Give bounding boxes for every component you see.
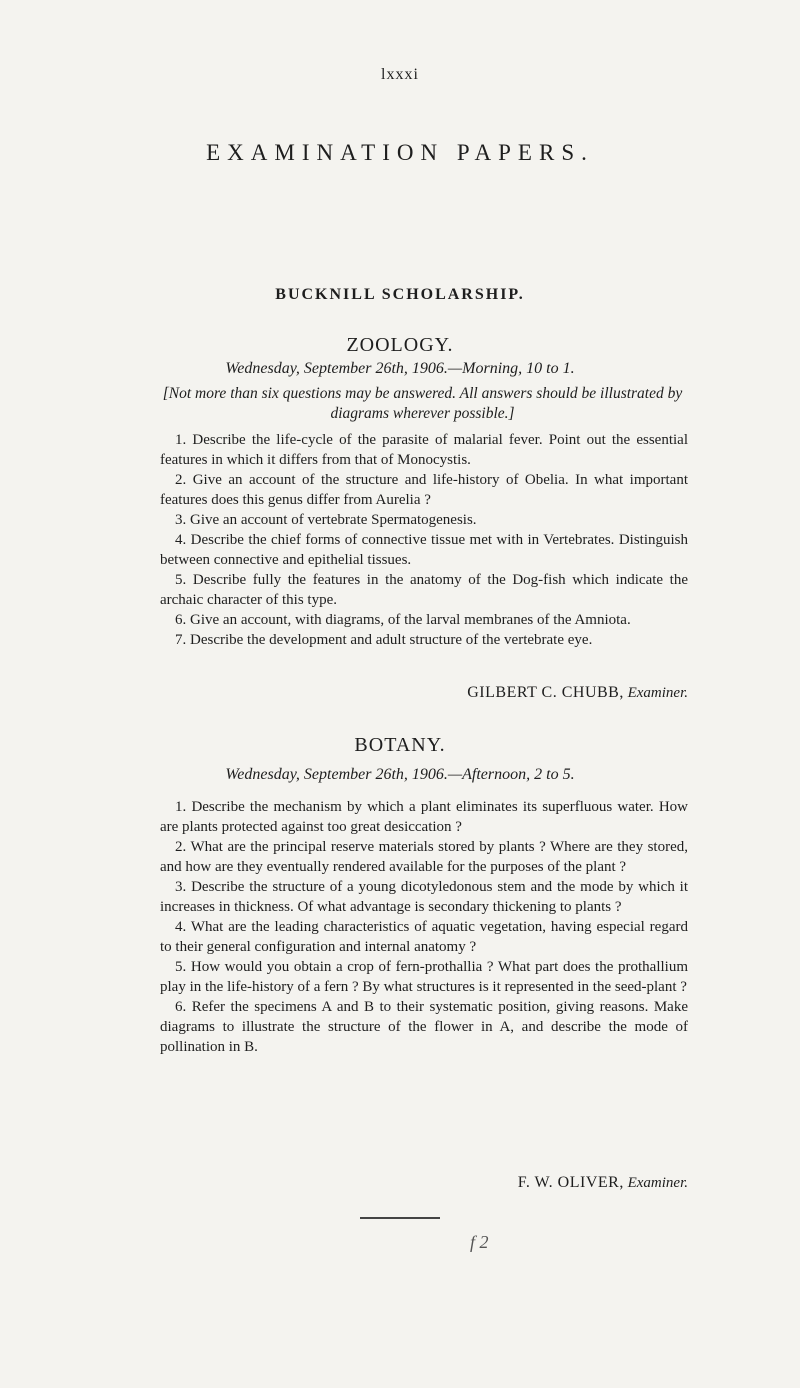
botany-question: 6. Refer the specimens A and B to their systematic position, giving reasons. Make diagrams to illustrate the structure of the flower in A, and describe the mode of pollination in B. [160,999,688,1055]
zoology-question: 2. Give an account of the structure and life-history of Obelia. In what important features does this genus differ from Aurelia ? [160,472,688,508]
botany-examiner-role: Examiner. [627,1175,688,1191]
zoology-examiner-role: Examiner. [627,685,688,701]
zoology-question: 1. Describe the life-cycle of the parasite of malarial fever. Point out the essential features in which it differs from that of Monocystis. [160,432,688,468]
zoology-date: Wednesday, September 26th, 1906.—Morning, 10 to 1. [225,360,575,377]
zoology-examiner [160,684,688,702]
zoology-question: 6. Give an account, with diagrams, of the larval membranes of the Amniota. [175,612,631,628]
botany-question: 1. Describe the mechanism by which a plant eliminates its superfluous water. How are plants protected against too great desiccation ? [160,799,688,835]
page-number: lxxxi [381,66,419,83]
zoology-question-list [160,430,688,650]
botany-examiner-name: F. W. OLIVER, [517,1174,624,1191]
botany-date: Wednesday, September 26th, 1906.—Afternoon, 2 to 5. [225,766,575,783]
page-title: EXAMINATION PAPERS. [206,140,594,165]
botany-heading: BOTANY. [354,734,446,756]
zoology-instructions: [Not more than six questions may be answered. All answers should be illustrated by diagrams wherever possible.] [162,385,683,422]
botany-question: 5. How would you obtain a crop of fern-prothallia ? What part does the prothallium play in the life-history of a fern ? By what structures is it represented in the seed-plant ? [160,959,688,995]
botany-question: 3. Describe the structure of a young dicotyledonous stem and the mode by which it increases in thickness. Of what advantage is secondary thickening to plants ? [160,879,688,915]
botany-examiner [160,1174,688,1192]
zoology-question: 3. Give an account of vertebrate Spermatogenesis. [175,512,477,528]
zoology-question: 7. Describe the development and adult structure of the vertebrate eye. [175,632,593,648]
signature-mark: f 2 [470,1232,489,1252]
botany-question-list [160,797,688,1057]
scholarship-heading: BUCKNILL SCHOLARSHIP. [275,286,525,303]
zoology-question: 5. Describe fully the features in the anatomy of the Dog-fish which indicate the archaic character of this type. [160,572,688,608]
botany-question: 4. What are the leading characteristics of aquatic vegetation, having especial regard to their general configuration and internal anatomy ? [160,919,688,955]
zoology-examiner-name: GILBERT C. CHUBB, [467,684,624,701]
section-divider [360,1217,440,1219]
botany-question: 2. What are the principal reserve materials stored by plants ? Where are they stored, and how are they eventually rendered available for the purposes of the plant ? [160,839,688,875]
zoology-question: 4. Describe the chief forms of connective tissue met with in Vertebrates. Distinguish between connective and epithelial tissues. [160,532,688,568]
zoology-heading: ZOOLOGY. [346,334,454,356]
